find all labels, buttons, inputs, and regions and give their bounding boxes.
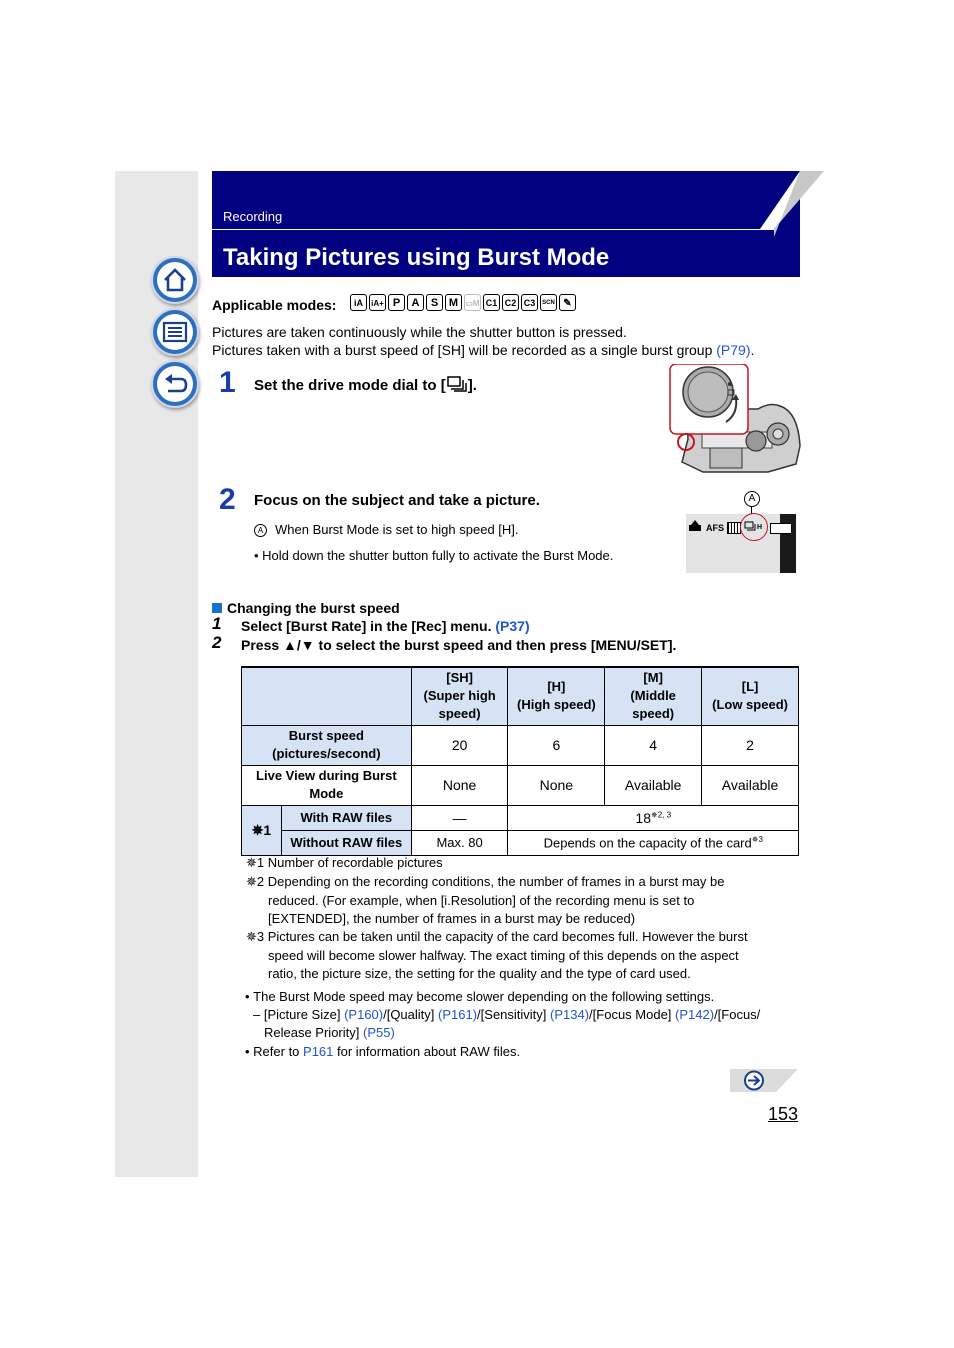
setting-focus-release: /[Focus/	[714, 1007, 761, 1022]
cell-raw-sh: —	[411, 805, 508, 830]
header-h-line-1: [H]	[547, 679, 566, 695]
substep-2-text: Press ▲/▼ to select the burst speed and then press [MENU/SET].	[241, 637, 677, 653]
link-p142[interactable]: (P142)	[675, 1007, 715, 1022]
burst-speed-label-line-1: Burst speed	[288, 728, 364, 743]
changing-heading-text: Changing the burst speed	[227, 600, 400, 616]
bullet-settings-line-2	[264, 1025, 395, 1040]
cell-live-sh: None	[411, 765, 508, 805]
section-label: Recording	[223, 209, 283, 224]
step-1-text	[254, 376, 477, 394]
row-label-with-raw: With RAW files	[281, 805, 411, 830]
table-row-burst-speed	[242, 725, 799, 765]
step-2-bullet-text: Hold down the shutter button fully to activate the Burst Mode.	[262, 548, 614, 563]
row-label-burst-speed	[242, 725, 412, 765]
mode-ia-icon: iA	[350, 294, 367, 311]
mode-c1-icon: C1	[483, 294, 500, 311]
header-divider	[212, 229, 774, 230]
step-1-text-before: Set the drive mode dial to [	[254, 377, 446, 394]
cell-raw-other-footnote: ✵2, 3	[651, 809, 672, 819]
footnote-2	[246, 873, 724, 929]
footnote-1	[246, 854, 443, 873]
mode-ia-plus-icon: iA+	[369, 294, 386, 311]
header-m-line-3: speed)	[632, 706, 675, 722]
cell-burst-h: 6	[508, 725, 605, 765]
screen-marker-a: A	[744, 491, 760, 507]
page-number: 153	[768, 1104, 799, 1124]
link-p161-quality[interactable]: (P161)	[438, 1007, 478, 1022]
monitor-screen-illustration	[686, 514, 796, 573]
section-square-icon	[212, 603, 222, 613]
cell-burst-sh: 20	[411, 725, 508, 765]
setting-picture-size: [Picture Size]	[263, 1007, 345, 1022]
header-l-line-2: (Low speed)	[712, 697, 788, 713]
step-2-note	[254, 522, 519, 537]
back-icon	[162, 371, 188, 397]
substep-1-text-main: Select [Burst Rate] in the [Rec] menu.	[241, 618, 496, 634]
header-h-line-2: (High speed)	[517, 697, 596, 713]
home-button[interactable]	[151, 256, 199, 304]
cell-live-m: Available	[605, 765, 702, 805]
camera-dial-illustration	[668, 364, 803, 479]
next-page-button[interactable]	[730, 1069, 798, 1092]
link-p55[interactable]: (P55)	[362, 1025, 395, 1040]
live-view-label-line-2: Mode	[309, 786, 344, 801]
setting-release-priority: Release Priority]	[264, 1025, 363, 1040]
raw-reference-before: Refer to	[253, 1044, 304, 1059]
header-corner-decoration	[760, 171, 824, 237]
table-header-m	[605, 667, 702, 725]
link-p161-raw[interactable]: P161	[303, 1044, 334, 1059]
intro-line-2	[212, 342, 754, 358]
cell-noraw-other-value: Depends on the capacity of the card	[543, 835, 752, 851]
screen-afs-label: AFS	[706, 523, 724, 533]
mode-a-icon: A	[407, 294, 424, 311]
home-icon	[162, 267, 188, 293]
mode-p-icon: P	[388, 294, 405, 311]
step-2-note-text: When Burst Mode is set to high speed [H].	[275, 522, 519, 537]
cell-raw-other	[508, 805, 799, 830]
cell-live-l: Available	[702, 765, 799, 805]
table-row-without-raw	[242, 830, 799, 855]
mode-creative-video-icon: ▭M	[464, 294, 481, 311]
changing-heading	[212, 600, 400, 616]
cell-burst-m: 4	[605, 725, 702, 765]
table-header-sh	[411, 667, 508, 725]
contents-button[interactable]	[151, 308, 199, 356]
step-2-number: 2	[219, 483, 236, 516]
intro-line-2-end: .	[750, 342, 755, 358]
cell-noraw-other-footnote: ✵3	[751, 834, 763, 844]
focus-mode-icon	[688, 520, 702, 532]
step-1-text-after: ].	[467, 377, 477, 394]
header-m-line-1: [M]	[643, 670, 663, 686]
table-header-l	[702, 667, 799, 725]
substep-1-text	[241, 618, 530, 634]
mode-m-icon: M	[445, 294, 462, 311]
header-sh-line-3: speed)	[438, 706, 481, 722]
mode-creative-control-icon: ✎	[559, 294, 576, 311]
bullet-speed-note-text: The Burst Mode speed may become slower depending on the following settings.	[253, 989, 715, 1004]
link-p134[interactable]: (P134)	[550, 1007, 590, 1022]
cell-burst-l: 2	[702, 725, 799, 765]
burst-screen-icon	[744, 521, 758, 533]
marker-a-icon: A	[254, 524, 267, 537]
raw-reference-after: for information about RAW files.	[333, 1044, 521, 1059]
intro-line-1: Pictures are taken continuously while the shutter button is pressed.	[212, 324, 627, 340]
bullet-raw-reference: • Refer to P161 for information about RAW files.	[245, 1044, 521, 1059]
settings-dash: –	[253, 1007, 261, 1022]
footnote-3-line-3: ratio, the picture size, the setting for the quality and the type of card used.	[268, 966, 691, 982]
table-header-row	[242, 667, 799, 725]
footnote-1-marker: ✵1	[246, 855, 265, 870]
footnote-3	[246, 928, 748, 984]
link-p160[interactable]: (P160)	[344, 1007, 384, 1022]
table-row-live-view	[242, 765, 799, 805]
mode-scn-icon: SCN	[540, 294, 557, 311]
mode-c3-icon: C3	[521, 294, 538, 311]
setting-sensitivity: /[Sensitivity]	[477, 1007, 551, 1022]
live-view-label-line-1: Live View during Burst	[256, 768, 397, 783]
link-p79[interactable]: (P79)	[716, 342, 751, 358]
step-1-number: 1	[219, 366, 236, 399]
footnote-2-line-2: reduced. (For example, when [i.Resolution] of the recording menu is set to	[268, 892, 695, 908]
battery-icon	[770, 523, 792, 534]
header-sh-line-1: [SH]	[446, 670, 473, 686]
intro-line-2-text: Pictures taken with a burst speed of [SH] will be recorded as a single burst group	[212, 342, 717, 358]
setting-quality: /[Quality]	[383, 1007, 439, 1022]
footnote-1-line-1: Number of recordable pictures	[267, 855, 443, 870]
table-header-empty	[242, 667, 412, 725]
row-label-live-view	[242, 765, 412, 805]
row-label-without-raw: Without RAW files	[281, 830, 411, 855]
page-title: Taking Pictures using Burst Mode	[223, 244, 610, 271]
footnote-3-marker: ✵3	[246, 929, 265, 944]
header-m-line-2: (Middle	[630, 688, 676, 704]
table-header-h	[508, 667, 605, 725]
mode-c2-icon: C2	[502, 294, 519, 311]
setting-focus-mode: /[Focus Mode]	[589, 1007, 676, 1022]
substep-1-number: 1	[212, 614, 222, 633]
header-l-line-1: [L]	[741, 679, 759, 695]
header-sh-line-2: (Super high	[423, 688, 496, 704]
menu-list-icon	[162, 319, 188, 345]
row-label-footnote-1: ✵1	[242, 805, 282, 855]
mode-s-icon: S	[426, 294, 443, 311]
footnote-2-line-1: Depending on the recording conditions, the number of frames in a burst may be	[267, 874, 725, 889]
screen-burst-letter: H	[757, 524, 763, 531]
link-p37[interactable]: (P37)	[495, 618, 530, 634]
cell-noraw-sh: Max. 80	[411, 830, 508, 855]
footnote-3-line-2: speed will become slower halfway. The exact timing of this depends on the aspect	[268, 947, 739, 963]
step-2-text: Focus on the subject and take a picture.	[254, 492, 540, 509]
cell-live-h: None	[508, 765, 605, 805]
footnote-2-line-3: [EXTENDED], the number of frames in a burst may be reduced)	[268, 911, 636, 927]
cell-noraw-other	[508, 830, 799, 855]
cell-raw-other-value: 18	[635, 809, 651, 826]
burst-mode-icon	[446, 376, 468, 392]
burst-speed-label-line-2: (pictures/second)	[272, 746, 381, 761]
metering-icon	[727, 522, 741, 534]
substep-2-number: 2	[212, 633, 222, 652]
applicable-modes-label: Applicable modes:	[212, 297, 337, 313]
bullet-settings-line-1	[253, 1007, 760, 1022]
step-2-bullet: • Hold down the shutter button fully to activate the Burst Mode.	[254, 548, 614, 563]
footnote-3-line-1: Pictures can be taken until the capacity of the card becomes full. However the burst	[267, 929, 748, 944]
bullet-speed-note: • The Burst Mode speed may become slower depending on the following settings.	[245, 989, 715, 1004]
footnote-2-marker: ✵2	[246, 874, 265, 889]
applicable-modes-icons	[350, 294, 578, 312]
back-button[interactable]	[151, 360, 199, 408]
table-row-with-raw	[242, 805, 799, 830]
burst-speed-table	[241, 666, 799, 856]
